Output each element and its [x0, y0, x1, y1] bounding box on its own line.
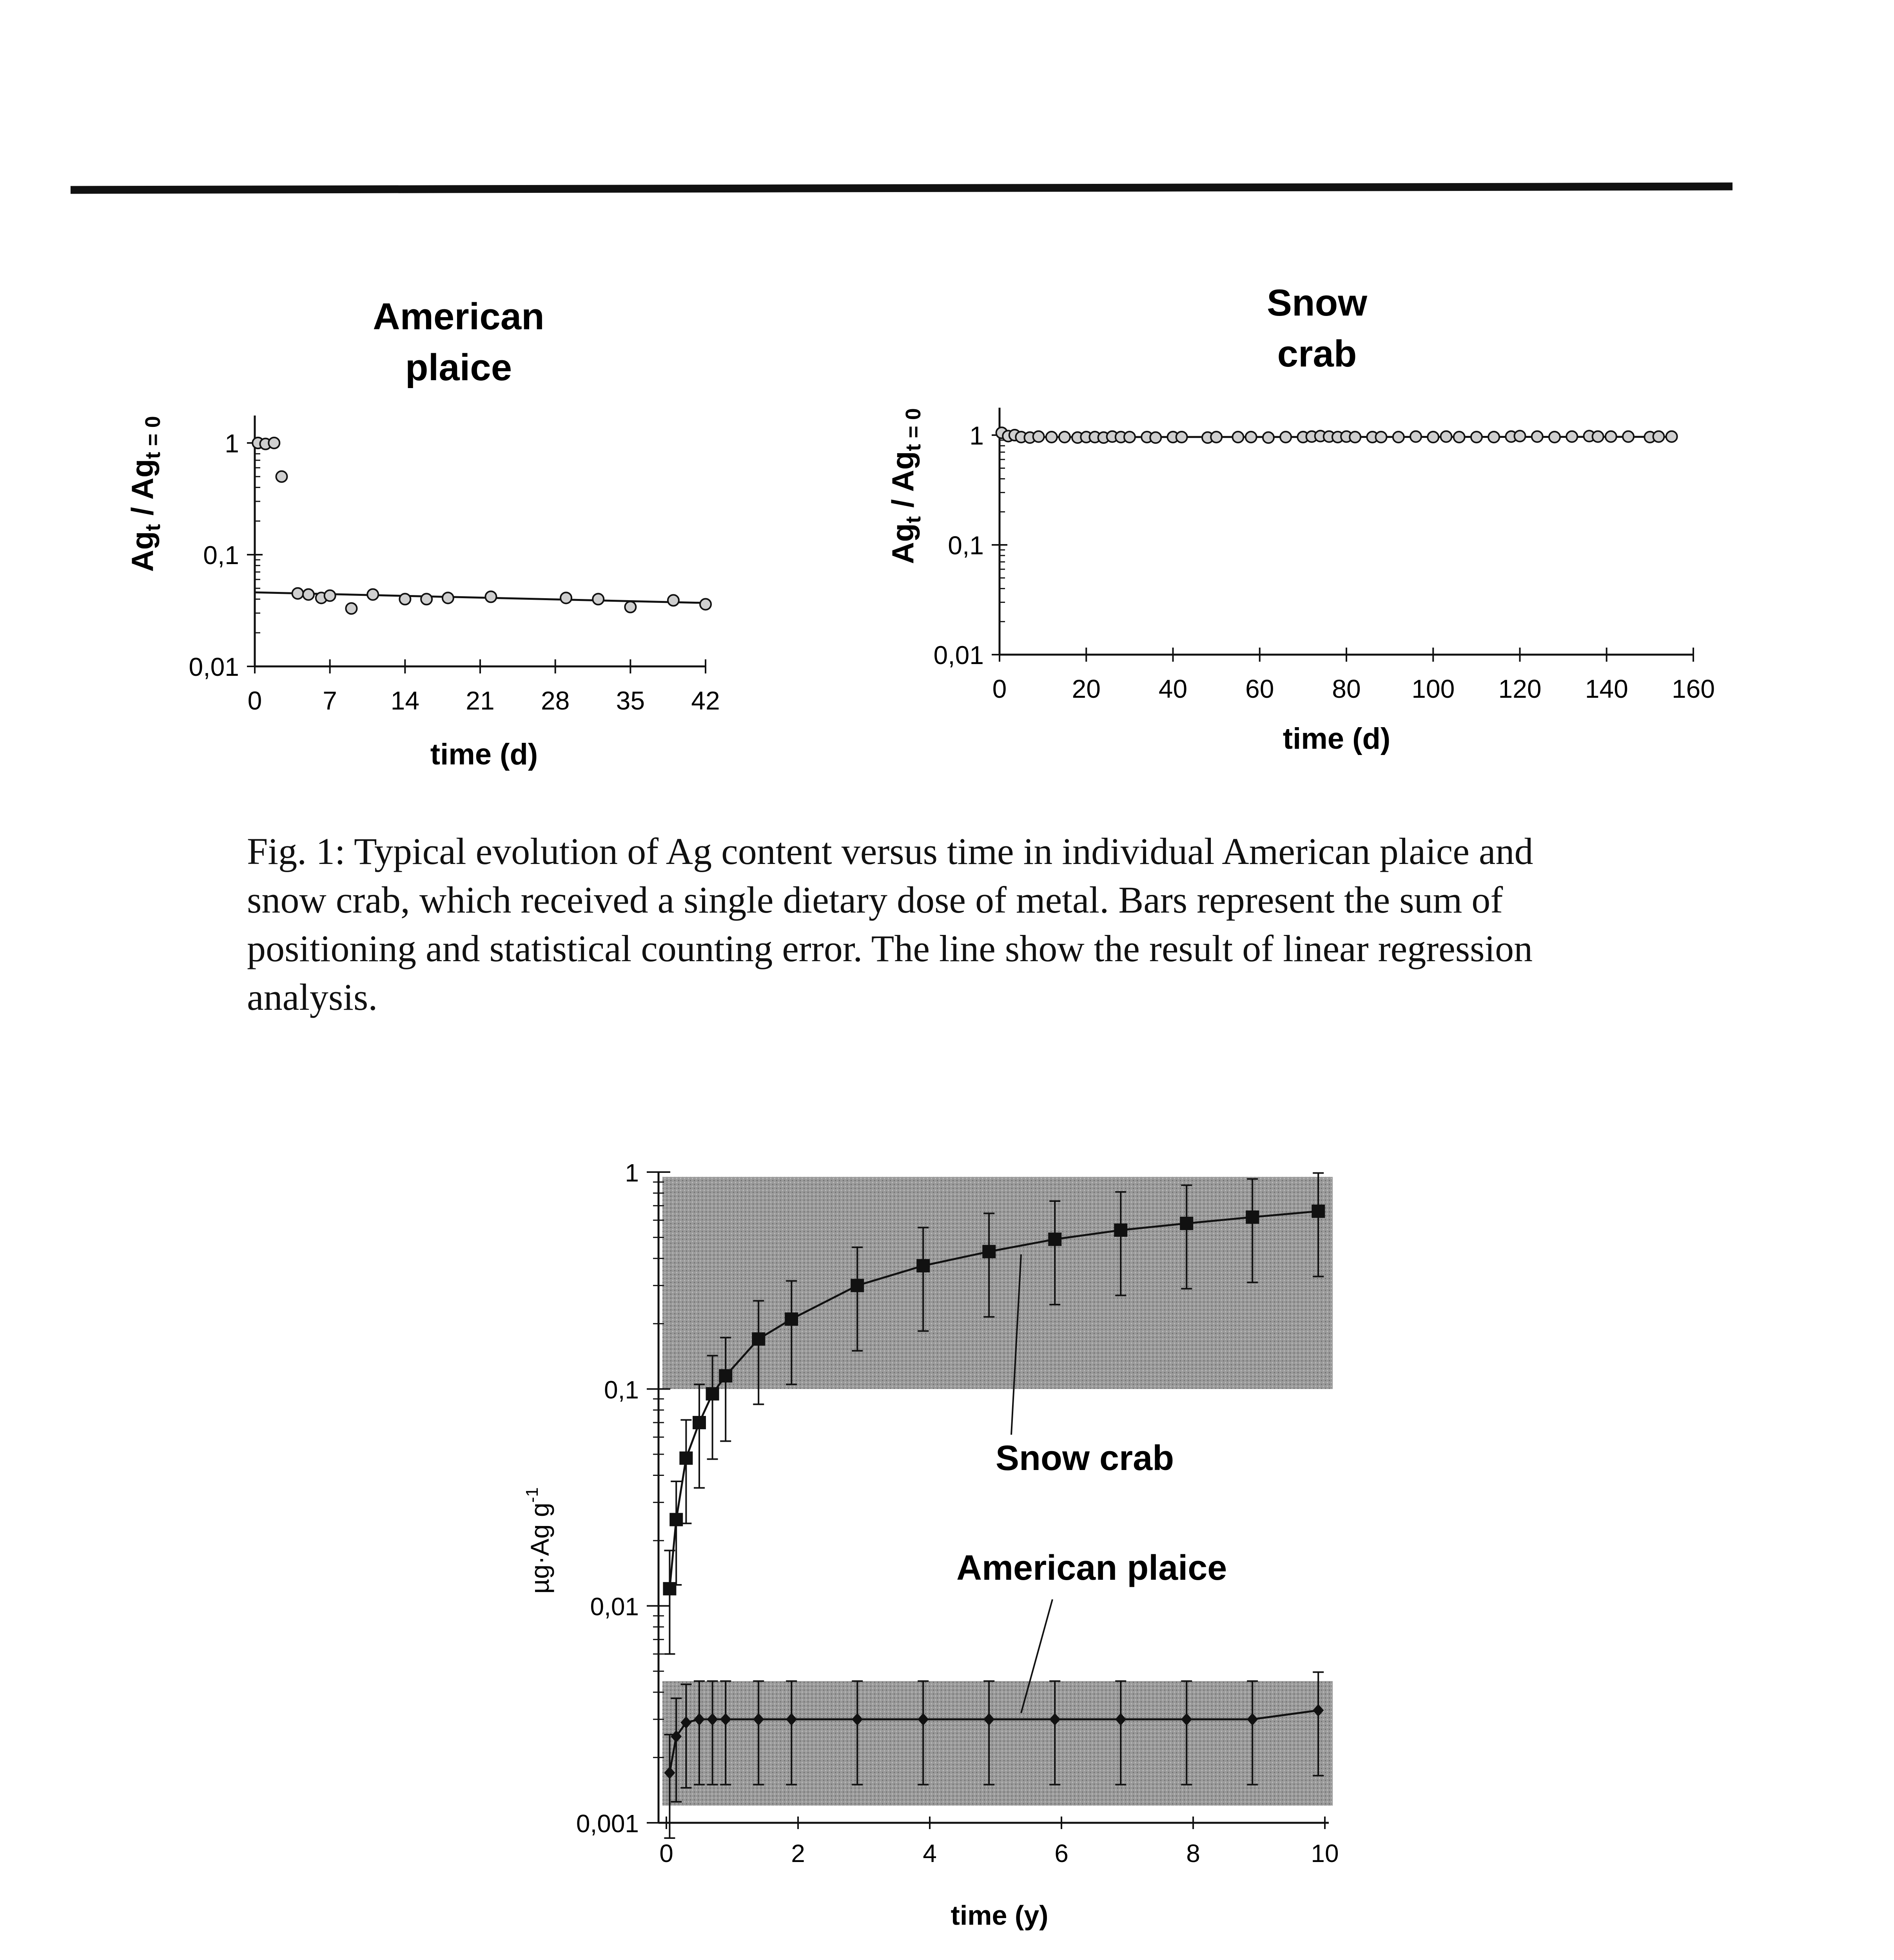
chart1-data-point [485, 591, 496, 602]
american-plaice-label: American plaice [956, 1548, 1227, 1588]
chart2-data-point [1623, 431, 1634, 442]
chart2-x-tick-label: 160 [1671, 674, 1715, 703]
chart2-data-point [1566, 431, 1577, 442]
chart1-y-tick-label: 0,01 [189, 652, 239, 681]
chart1-title-line2: plaice [405, 347, 512, 388]
chart1-xlabel: time (d) [430, 738, 538, 771]
top-rule [71, 183, 1733, 194]
chart3-square-marker [916, 1259, 930, 1272]
chart1-ticks [189, 429, 720, 715]
chart2-data-point [1440, 431, 1451, 442]
chart2-x-tick-label: 0 [992, 674, 1007, 703]
chart2-data-point [1393, 432, 1404, 443]
chart2-x-tick-label: 80 [1332, 674, 1361, 703]
chart1-data-point [268, 437, 279, 448]
chart3-y-tick-label: 0,01 [590, 1592, 639, 1621]
chart1-x-tick-label: 28 [541, 686, 570, 715]
chart2-xlabel: time (d) [1283, 722, 1391, 755]
chart2-x-tick-label: 140 [1585, 674, 1628, 703]
chart3-square-marker [663, 1582, 676, 1595]
chart1-x-tick-label: 35 [616, 686, 645, 715]
chart2-y-tick-label: 0,01 [933, 641, 984, 670]
chart1-data-point [561, 592, 571, 603]
chart2-x-tick-label: 120 [1498, 674, 1542, 703]
chart3-x-tick-label: 10 [1311, 1839, 1339, 1867]
chart2-data-point [1211, 432, 1222, 443]
chart3-square-marker [982, 1245, 996, 1258]
chart3-shaded-range [662, 1177, 1333, 1389]
chart1-data-point [303, 589, 314, 600]
fig1-caption [247, 827, 1658, 1022]
chart1-data-point [625, 602, 636, 613]
chart2-data-point [1059, 432, 1070, 443]
chart1-y-tick-label: 1 [225, 429, 239, 458]
chart1-data-point [421, 593, 432, 604]
chart1-data-point [399, 593, 410, 604]
chart1-data-point [700, 599, 711, 610]
chart2-ticks [934, 421, 1715, 703]
chart2-data-point [1488, 432, 1499, 443]
chart2-data-point [1176, 432, 1187, 443]
chart1-data-point [346, 603, 357, 614]
chart1-x-tick-label: 7 [323, 686, 337, 715]
chart2-data-point [1454, 432, 1465, 443]
chart3-square-marker [1180, 1217, 1193, 1230]
chart2-data-point [1593, 431, 1604, 442]
chart1-x-tick-label: 21 [466, 686, 495, 715]
fig1-caption-line: positioning and statistical counting error. The line show the result of linear regression [247, 927, 1533, 969]
chart2-data-point [1246, 432, 1257, 443]
chart3-x-tick-label: 2 [791, 1839, 805, 1867]
simulation-chart [510, 1137, 1411, 1940]
chart3-x-tick-label: 0 [659, 1839, 673, 1867]
chart3-square-marker [679, 1452, 693, 1465]
chart2-x-tick-label: 60 [1245, 674, 1274, 703]
chart2-axes [1000, 408, 1693, 655]
chart2-x-tick-label: 100 [1411, 674, 1455, 703]
chart2-data-point [1376, 432, 1387, 443]
chart3-y-tick-label: 0,001 [576, 1809, 639, 1838]
chart2-data-point [1232, 432, 1243, 443]
chart2-data-point [1046, 432, 1057, 443]
chart3-square-marker [693, 1416, 706, 1429]
chart3-xlabel: time (y) [951, 1900, 1049, 1931]
chart3-square-marker [785, 1312, 798, 1326]
chart3-x-tick-label: 4 [923, 1839, 937, 1867]
chart2-ylabel: $Ag_t / Ag_{t = 0}$ [885, 408, 925, 564]
chart2-data-point [1280, 432, 1291, 443]
chart2-data-point [1410, 431, 1421, 442]
fig1-caption-line: Fig. 1: Typical evolution of Ag content versus time in individual American plaice and [247, 830, 1533, 872]
chart1-data-point [325, 590, 336, 601]
chart3-shaded-range [662, 1681, 1333, 1806]
chart3-ylabel: µg·Ag $g^{-1}$ [522, 1487, 554, 1594]
snow-crab-label: Snow crab [996, 1439, 1174, 1478]
chart3-x-tick-label: 6 [1054, 1839, 1069, 1867]
chart2-data-point [1515, 430, 1526, 441]
chart1-x-tick-label: 14 [390, 686, 420, 715]
chart3-square-marker [1312, 1205, 1325, 1218]
chart3-square-marker [851, 1279, 864, 1292]
chart2-x-tick-label: 40 [1158, 674, 1188, 703]
chart3-shading [662, 1177, 1333, 1806]
chart3-square-marker [1114, 1223, 1127, 1237]
chart1-data-point [367, 589, 378, 600]
chart2-data-point [1653, 431, 1664, 442]
chart3-y-tick-label: 1 [625, 1159, 639, 1187]
chart1-x-tick-label: 42 [691, 686, 720, 715]
chart2-data-point [1150, 432, 1161, 443]
chart2-data-point [1549, 432, 1560, 443]
chart2-data-point [1124, 432, 1135, 443]
chart1-data-point [593, 593, 604, 604]
chart2-points [996, 427, 1677, 443]
fig1-caption-line: analysis. [247, 976, 378, 1018]
chart1-x-tick-label: 0 [247, 686, 262, 715]
chart2-y-tick-label: 1 [969, 421, 984, 450]
chart2-title-line1: Snow [1267, 282, 1367, 324]
chart2-title-line2: crab [1277, 333, 1357, 375]
chart2-data-point [1350, 432, 1361, 443]
chart3-square-marker [669, 1513, 683, 1526]
chart1-data-point [276, 471, 287, 482]
chart2-data-point [1428, 432, 1439, 443]
chart1-points [252, 437, 711, 614]
fig1-caption-line: snow crab, which received a single dietary dose of metal. Bars represent the sum of [247, 879, 1503, 921]
chart2-data-point [1471, 432, 1482, 443]
chart1-data-point [292, 588, 303, 599]
chart2-x-tick-label: 20 [1072, 674, 1101, 703]
chart1-data-point [443, 592, 454, 603]
chart3-square-marker [706, 1387, 719, 1401]
chart1-title-line1: American [373, 296, 544, 338]
chart3-x-tick-label: 8 [1186, 1839, 1200, 1867]
chart2-data-point [1606, 431, 1616, 442]
chart3-square-marker [752, 1332, 765, 1346]
chart2-y-tick-label: 0,1 [948, 531, 984, 560]
chart3-square-marker [719, 1369, 732, 1383]
chart3-y-tick-label: 0,1 [604, 1376, 639, 1404]
chart2-data-point [1263, 432, 1274, 443]
chart1-data-point [668, 595, 679, 606]
chart1-y-tick-label: 0,1 [203, 541, 239, 570]
chart1-axes [255, 416, 706, 666]
chart1-ylabel: $Ag_t / Ag_{t = 0}$ [125, 416, 165, 572]
chart2-data-point [1532, 431, 1543, 442]
chart2-data-point [1033, 431, 1044, 442]
chart3-square-marker [1246, 1210, 1259, 1224]
chart3-square-marker [1048, 1232, 1061, 1246]
chart2-data-point [1666, 431, 1677, 442]
